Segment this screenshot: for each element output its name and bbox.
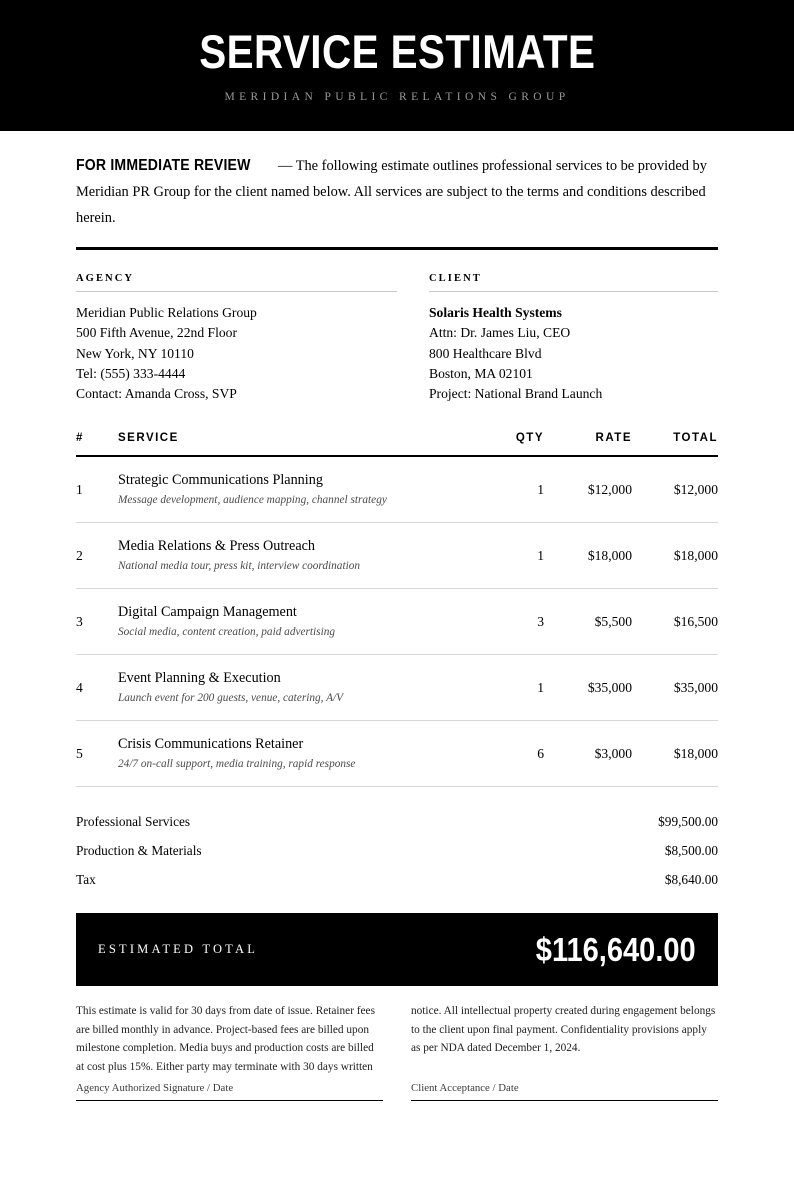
agency-signature-line: [76, 1100, 383, 1101]
client-block: [397, 273, 718, 404]
header-total: TOTAL: [632, 432, 718, 456]
line-items-table: [76, 432, 718, 787]
client-signature-label: Client Acceptance / Date: [411, 1082, 519, 1094]
agency-line: Meridian Public Relations Group: [76, 305, 257, 320]
agency-label: AGENCY: [76, 273, 135, 284]
row-total: $18,000: [632, 523, 718, 589]
grand-total-banner: [76, 913, 718, 986]
totals-row: [76, 865, 718, 894]
grand-total-label: ESTIMATED TOTAL: [98, 942, 259, 957]
table-row: [76, 721, 718, 787]
grand-total-amount: $116,640.00: [536, 930, 696, 968]
totals-label: Professional Services: [76, 813, 191, 829]
totals-label: Tax: [76, 871, 96, 887]
header-number: #: [76, 432, 118, 456]
row-rate: $18,000: [544, 523, 632, 589]
row-service: [118, 589, 458, 655]
row-qty: 1: [458, 456, 544, 523]
header-rate: RATE: [544, 432, 632, 456]
client-line: Attn: Dr. James Liu, CEO: [429, 325, 571, 341]
row-service: [118, 523, 458, 589]
row-qty: 6: [458, 721, 544, 787]
service-name: Digital Campaign Management: [118, 604, 297, 621]
service-name: Event Planning & Execution: [118, 670, 281, 687]
table-row: [76, 589, 718, 655]
agency-block: [76, 273, 397, 404]
document-body: [0, 153, 794, 1076]
intro-body-text: — The following estimate outlines professional services to be provided by Meridian PR Group for the client named below. All services are subject to the terms and conditions described herein.: [76, 158, 707, 226]
table-row: [76, 523, 718, 589]
service-description: 24/7 on-call support, media training, rapid response: [118, 758, 356, 771]
client-line: Boston, MA 02101: [429, 365, 533, 381]
row-rate: $35,000: [544, 655, 632, 721]
totals-row: [76, 836, 718, 865]
service-description: Social media, content creation, paid advertising: [118, 626, 336, 639]
agency-underline: [76, 291, 397, 292]
client-signature-line: [411, 1100, 718, 1101]
totals-label: Production & Materials: [76, 842, 202, 858]
header-service: SERVICE: [118, 432, 458, 456]
row-number: 2: [76, 523, 118, 589]
client-line: Project: National Brand Launch: [429, 386, 603, 402]
document-title: SERVICE ESTIMATE: [198, 25, 596, 78]
client-name: Solaris Health Systems: [429, 305, 562, 320]
company-name-subtitle: MERIDIAN PUBLIC RELATIONS GROUP: [224, 91, 570, 103]
parties-section: [76, 273, 718, 404]
client-underline: [429, 291, 718, 292]
client-line: 800 Healthcare Blvd: [429, 345, 542, 361]
client-label: CLIENT: [429, 273, 482, 284]
service-name: Crisis Communications Retainer: [118, 736, 304, 753]
service-description: National media tour, press kit, interview coordination: [118, 560, 361, 573]
agency-signature-label: Agency Authorized Signature / Date: [76, 1082, 234, 1094]
agency-line: Tel: (555) 333-4444: [76, 365, 186, 381]
row-rate: $3,000: [544, 721, 632, 787]
row-qty: 3: [458, 589, 544, 655]
row-number: 3: [76, 589, 118, 655]
agency-line: New York, NY 10110: [76, 345, 194, 361]
row-number: 1: [76, 456, 118, 523]
totals-value: $8,500.00: [664, 842, 718, 858]
row-qty: 1: [458, 523, 544, 589]
section-divider-thick: [76, 247, 718, 250]
header-qty: QTY: [458, 432, 544, 456]
service-description: Message development, audience mapping, channel strategy: [118, 494, 387, 507]
terms-and-conditions: This estimate is valid for 30 days from date of issue. Retainer fees are billed monthly in advance. Project-based fees are billed upon milestone completion. Media buys and production costs are billed at cost plus 15%. Either party may terminate with 30 days written notice. All intellectual property created during engagement belongs to the client upon final payment. Confidentiality provisions apply as per NDA dated December 1, 2024.: [76, 1005, 716, 1073]
agency-line: Contact: Amanda Cross, SVP: [76, 386, 237, 402]
totals-value: $99,500.00: [658, 813, 718, 829]
row-total: $18,000: [632, 721, 718, 787]
table-row: [76, 655, 718, 721]
intro-paragraph: [76, 153, 718, 231]
agency-line: 500 Fifth Avenue, 22nd Floor: [76, 325, 237, 341]
row-service: [118, 655, 458, 721]
row-rate: $12,000: [544, 456, 632, 523]
agency-signature-block[interactable]: [76, 1082, 383, 1101]
service-name: Strategic Communications Planning: [118, 472, 323, 489]
row-service: [118, 721, 458, 787]
row-number: 4: [76, 655, 118, 721]
row-number: 5: [76, 721, 118, 787]
table-header-row: [76, 432, 718, 456]
client-signature-block[interactable]: [411, 1082, 718, 1101]
signature-section: [76, 1082, 718, 1101]
service-name: Media Relations & Press Outreach: [118, 538, 316, 555]
row-total: $12,000: [632, 456, 718, 523]
table-row: [76, 456, 718, 523]
totals-row: [76, 807, 718, 836]
row-total: $35,000: [632, 655, 718, 721]
intro-lead-in: FOR IMMEDIATE REVIEW: [76, 157, 251, 174]
document-masthead: [0, 0, 794, 131]
row-service: [118, 456, 458, 523]
service-description: Launch event for 200 guests, venue, catering, A/V: [118, 692, 344, 705]
row-qty: 1: [458, 655, 544, 721]
totals-summary: [76, 807, 718, 894]
totals-value: $8,640.00: [664, 871, 718, 887]
row-total: $16,500: [632, 589, 718, 655]
row-rate: $5,500: [544, 589, 632, 655]
